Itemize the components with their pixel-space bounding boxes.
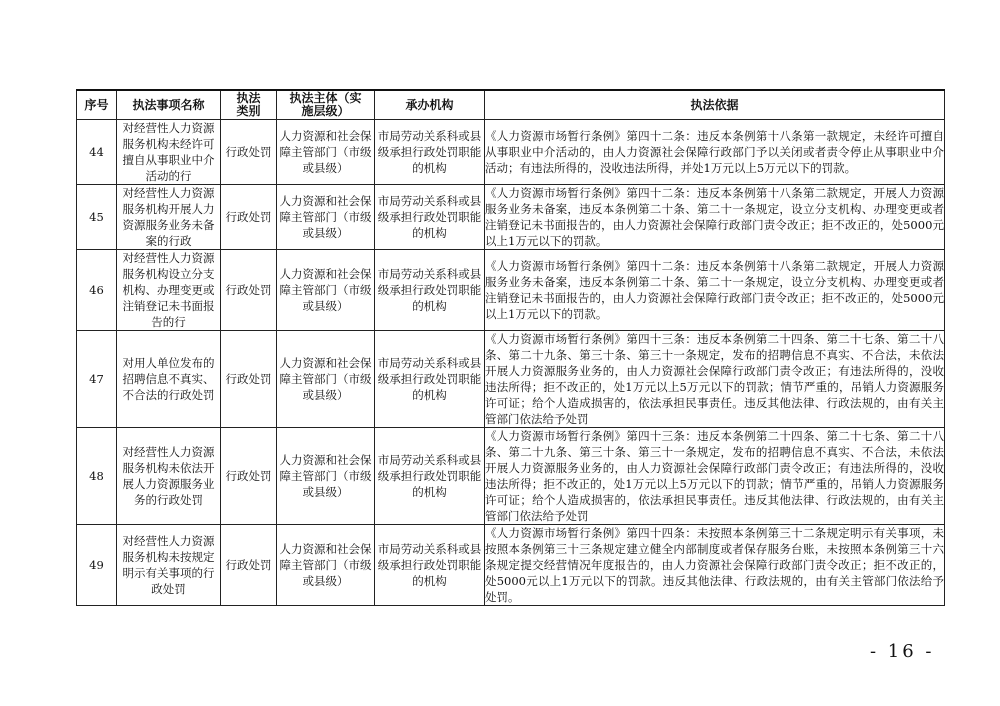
row-category: 行政处罚 (221, 428, 277, 525)
row-basis: 《人力资源市场暂行条例》第四十三条：违反本条例第二十四条、第二十七条、第二十八条、第二十九条、第三十条、第三十一条规定，发布的招聘信息不真实、不合法，未依法开展人力资源服务业务的，由人力资源社会保障行政部门责令改正；有违法所得的，没收违法所得；拒不改正的，处1万元以上5万元以下的罚款；情节严重的，吊销人力资源服务许可证；给个人造成损害的，依法承担民事责任。违反其他法律、行政法规的，由有关主管部门依法给予处罚 (485, 429, 944, 523)
row-subject: 人力资源和社会保障主管部门（市级或县级） (277, 428, 375, 525)
row-item-name-text: 对经营性人力资源服务机构未经许可擅自从事职业中介活动的行 (122, 121, 215, 183)
table-row (77, 428, 945, 525)
header-name: 执法事项名称 (117, 90, 221, 120)
table-header-row (77, 90, 945, 120)
header-subject: 执法主体（实施层级） (277, 90, 375, 120)
row-organ: 市局劳动关系科或县级承担行政处罚职能的机构 (375, 120, 485, 185)
row-category: 行政处罚 (221, 331, 277, 428)
row-index: 48 (77, 428, 117, 525)
row-category: 行政处罚 (221, 185, 277, 250)
row-item-name (117, 185, 221, 250)
row-subject: 人力资源和社会保障主管部门（市级或县级） (277, 120, 375, 185)
row-organ: 市局劳动关系科或县级承担行政处罚职能的机构 (375, 428, 485, 525)
row-item-name: 对经营性人力资源服务机构未依法开展人力资源服务业务的行政处罚 (117, 428, 221, 525)
row-category: 行政处罚 (221, 525, 277, 606)
row-index: 44 (77, 120, 117, 185)
row-index: 49 (77, 525, 117, 606)
row-item-name-text: 对经营性人力资源服务机构开展人力资源服务业务未备案的行政 (122, 186, 215, 248)
table-row (77, 331, 945, 428)
table-row (77, 250, 945, 331)
header-basis: 执法依据 (485, 90, 945, 120)
table-row (77, 525, 945, 606)
row-index: 45 (77, 185, 117, 250)
row-organ: 市局劳动关系科或县级承担行政处罚职能的机构 (375, 185, 485, 250)
row-subject: 人力资源和社会保障主管部门（市级或县级） (277, 525, 375, 606)
row-item-name: 对经营性人力资源服务机构未按规定明示有关事项的行政处罚 (117, 525, 221, 606)
row-organ: 市局劳动关系科或县级承担行政处罚职能的机构 (375, 250, 485, 331)
row-item-name-text: 对经营性人力资源服务机构设立分支机构、办理变更或注销登记未书面报告的行 (122, 251, 215, 329)
row-basis: 《人力资源市场暂行条例》第四十二条：违反本条例第十八条第二款规定，开展人力资源服务业务未备案，违反本条例第二十条、第二十一条规定，设立分支机构、办理变更或者注销登记未书面报告的，由人力资源社会保障行政部门责令改正；拒不改正的，处5000元以上1万元以下的罚款。 (485, 250, 945, 331)
row-category: 行政处罚 (221, 120, 277, 185)
enforcement-table (76, 89, 945, 606)
page-number: - 16 - (870, 641, 935, 662)
header-category: 执法类别 (221, 90, 277, 120)
row-subject: 人力资源和社会保障主管部门（市级或县级） (277, 250, 375, 331)
row-category: 行政处罚 (221, 250, 277, 331)
row-subject: 人力资源和社会保障主管部门（市级或县级） (277, 185, 375, 250)
row-basis: 《人力资源市场暂行条例》第四十四条：未按照本条例第三十二条规定明示有关事项，未按照本条例第三十三条规定建立健全内部制度或者保存服务台账，未按照本条例第三十六条规定提交经营情况年度报告的，由人力资源社会保障行政部门责令改正；拒不改正的，处5000元以上1万元以下的罚款。违反其他法律、行政法规的，由有关主管部门依法给予处罚。 (485, 526, 944, 604)
row-index: 47 (77, 331, 117, 428)
row-item-name (117, 250, 221, 331)
row-basis: 《人力资源市场暂行条例》第四十二条：违反本条例第十八条第二款规定，开展人力资源服务业务未备案，违反本条例第二十条、第二十一条规定，设立分支机构、办理变更或者注销登记未书面报告的，由人力资源社会保障行政部门责令改正；拒不改正的，处5000元以上1万元以下的罚款。 (485, 186, 944, 248)
row-basis: 《人力资源市场暂行条例》第四十二条：违反本条例第十八条第一款规定，未经许可擅自从事职业中介活动的，由人力资源社会保障行政部门予以关闭或者责令停止从事职业中介活动；有违法所得的，没收违法所得，并处1万元以上5万元以下的罚款。 (485, 120, 945, 185)
header-organ: 承办机构 (375, 90, 485, 120)
row-index: 46 (77, 250, 117, 331)
row-basis: 《人力资源市场暂行条例》第四十三条：违反本条例第二十四条、第二十七条、第二十八条、第二十九条、第三十条、第三十一条规定，发布的招聘信息不真实、不合法，未依法开展人力资源服务业务的，由人力资源社会保障行政部门责令改正；有违法所得的，没收违法所得；拒不改正的，处1万元以上5万元以下的罚款；情节严重的，吊销人力资源服务许可证；给个人造成损害的，依法承担民事责任。违反其他法律、行政法规的，由有关主管部门依法给予处罚 (485, 332, 944, 426)
row-organ: 市局劳动关系科或县级承担行政处罚职能的机构 (375, 525, 485, 606)
row-item-name (117, 120, 221, 185)
row-organ: 市局劳动关系科或县级承担行政处罚职能的机构 (375, 331, 485, 428)
table-row (77, 120, 945, 185)
header-index: 序号 (77, 90, 117, 120)
row-item-name: 对用人单位发布的招聘信息不真实、不合法的行政处罚 (117, 331, 221, 428)
table-row (77, 185, 945, 250)
row-subject: 人力资源和社会保障主管部门（市级或县级） (277, 331, 375, 428)
